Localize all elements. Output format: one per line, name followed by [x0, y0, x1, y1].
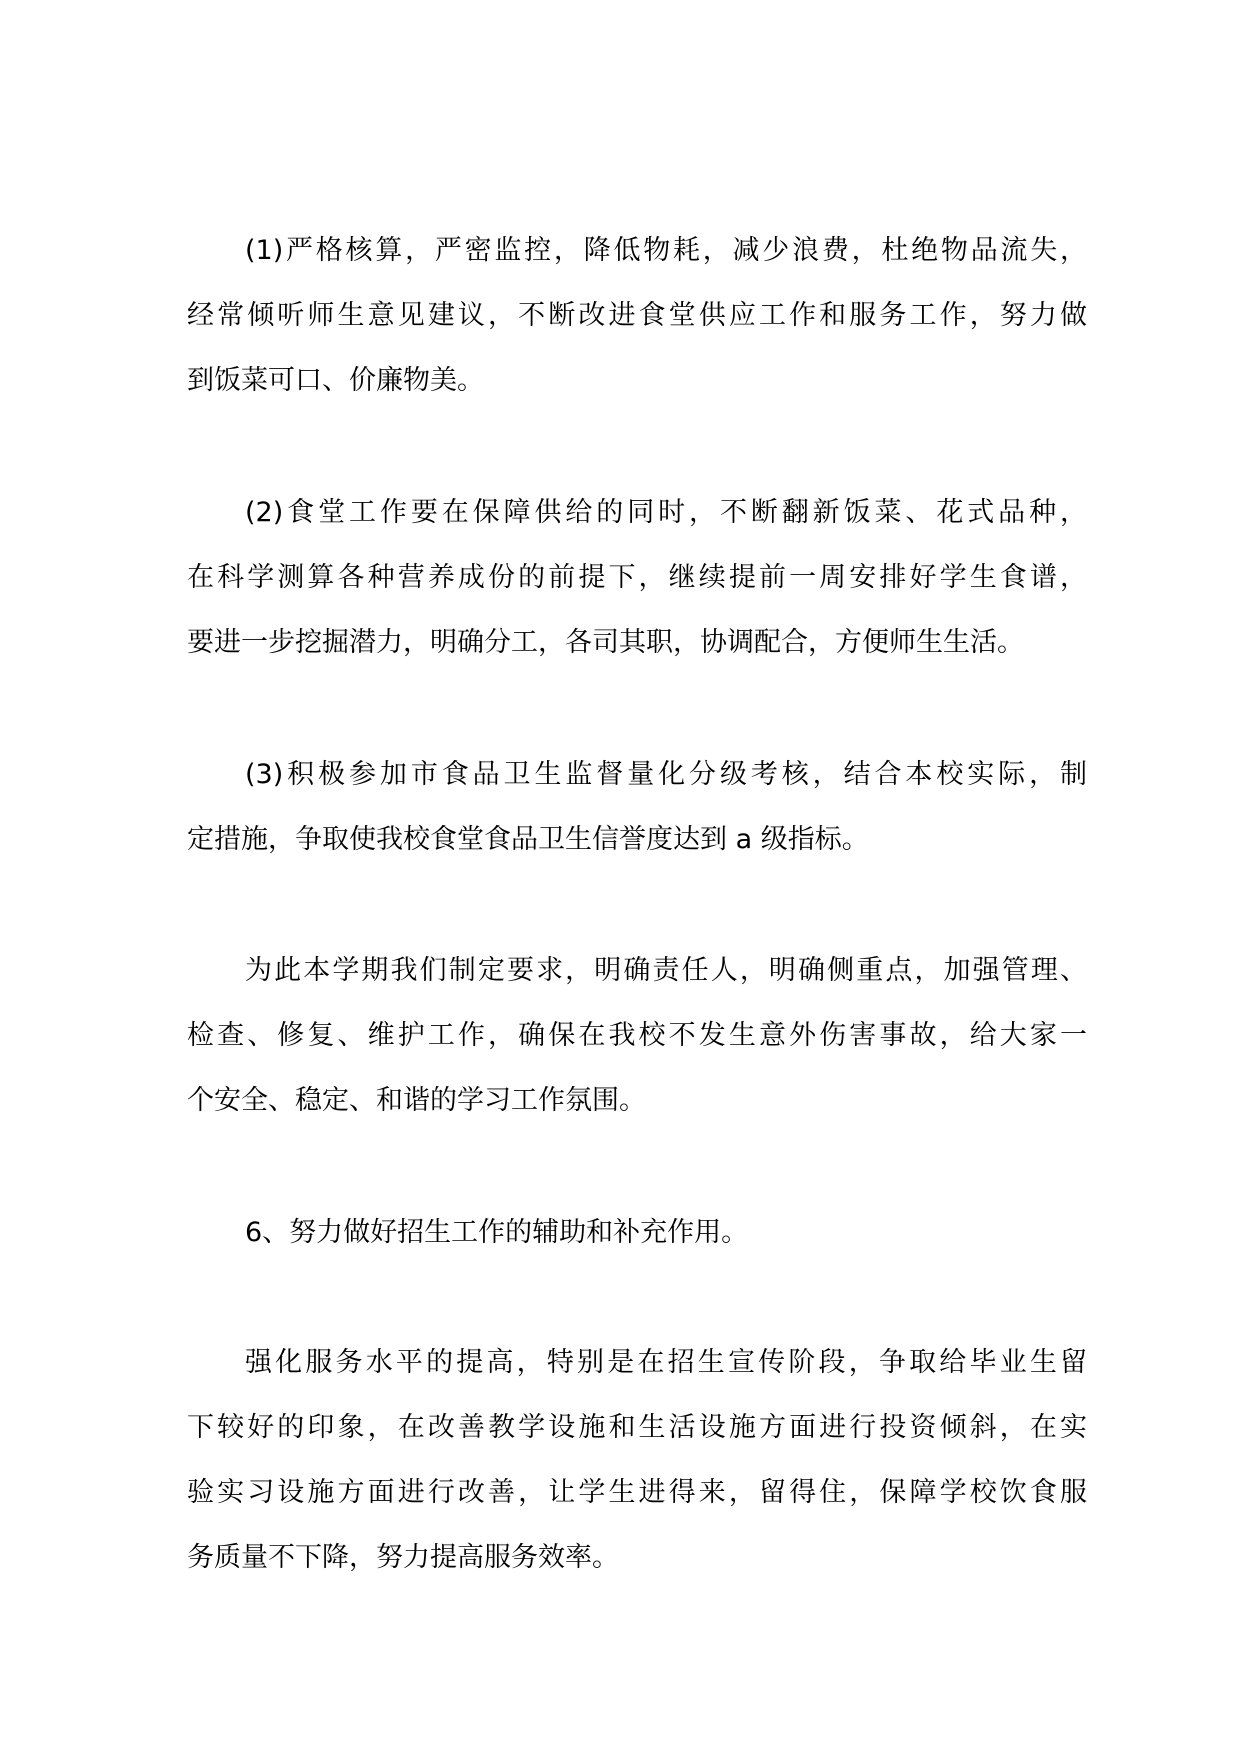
paragraph-line: 要进一步挖掘潜力，明确分工，各司其职，协调配合，方便师生生活。	[187, 627, 1024, 658]
paragraph-line: 在科学测算各种营养成份的前提下，继续提前一周安排好学生食谱，	[187, 562, 1087, 593]
paragraph-line: 定措施，争取使我校食堂食品卫生信誉度达到 a 级指标。	[187, 824, 869, 855]
paragraph-food-hygiene	[187, 742, 1087, 872]
paragraph-canteen-accounting	[187, 218, 1087, 413]
paragraph-line: (1)严格核算，严密监控，降低物耗，减少浪费，杜绝物品流失，	[245, 235, 1087, 266]
paragraph-line: 务质量不下降，努力提高服务效率。	[187, 1542, 619, 1573]
paragraph-line: 强化服务水平的提高，特别是在招生宣传阶段，争取给毕业生留	[245, 1347, 1087, 1378]
paragraph-line: 下较好的印象，在改善教学设施和生活设施方面进行投资倾斜，在实	[187, 1412, 1087, 1443]
paragraph-canteen-supply	[187, 480, 1087, 675]
paragraph-service-improvement	[187, 1330, 1087, 1590]
paragraph-line: 到饭菜可口、价廉物美。	[187, 365, 484, 396]
paragraph-line: (3)积极参加市食品卫生监督量化分级考核，结合本校实际，制	[245, 759, 1087, 790]
paragraph-line: 验实习设施方面进行改善，让学生进得来，留得住，保障学校饮食服	[187, 1477, 1087, 1508]
paragraph-line: 检查、修复、维护工作，确保在我校不发生意外伤害事故，给大家一	[187, 1020, 1087, 1051]
section-heading: 6、努力做好招生工作的辅助和补充作用。	[245, 1217, 749, 1248]
paragraph-line: 经常倾听师生意见建议，不断改进食堂供应工作和服务工作，努力做	[187, 300, 1087, 331]
paragraph-line: 个安全、稳定、和谐的学习工作氛围。	[187, 1085, 646, 1116]
paragraph-safety-requirements	[187, 938, 1087, 1133]
paragraph-line: (2)食堂工作要在保障供给的同时，不断翻新饭菜、花式品种，	[245, 497, 1087, 528]
paragraph-line: 为此本学期我们制定要求，明确责任人，明确侧重点，加强管理、	[245, 955, 1087, 986]
section-heading-enrollment	[187, 1200, 1087, 1265]
